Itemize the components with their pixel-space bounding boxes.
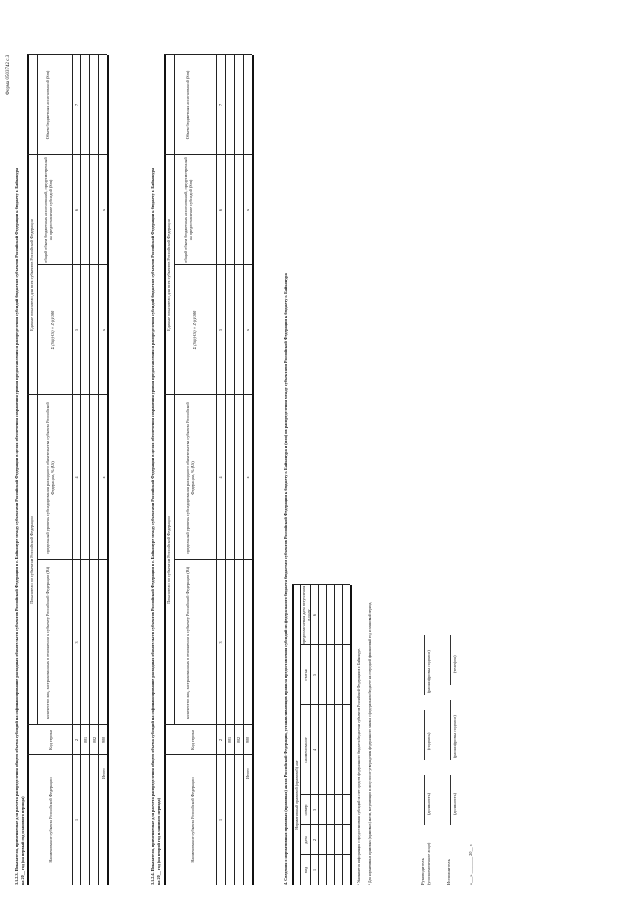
t2-col3: количество лиц, застрахованных в отношении к субъекту Российской Федерации (Ri) — [185, 566, 190, 720]
executor-position-line[interactable] — [450, 775, 451, 825]
t1-total-code: 900 — [101, 736, 106, 744]
t1-num: 2 — [74, 738, 79, 742]
t2-num: 3 — [218, 641, 223, 644]
t1-total-label: Итого — [101, 768, 106, 779]
table2-row1-bottom — [234, 55, 235, 885]
t1-col6: общий объем бюджетных ассигнований, предусмотренный на предоставление субсидий (Sm) — [43, 157, 53, 263]
t2-col-code: Код строки — [190, 730, 195, 750]
head-name-caption: (расшифровка подписи) — [426, 650, 431, 693]
table2-vline — [164, 54, 252, 55]
table4-row — [326, 585, 327, 885]
signature-date: «___» ________ 20__ г. — [468, 843, 473, 885]
head-label: Руководитель — [420, 858, 425, 885]
executor-name-line[interactable] — [450, 700, 451, 760]
table1-row1-bottom — [89, 55, 90, 885]
table1-vline — [27, 154, 107, 155]
t4-col: статья — [303, 669, 308, 681]
executor-label: Исполнитель — [446, 859, 451, 885]
t1-col3: количество лиц, застрахованных в отношении к субъекту Российской Федерации (Ri) — [45, 566, 50, 720]
t4-group: Нормативный правовой (правовой) акт — [294, 760, 299, 830]
t4-col: номер — [303, 804, 308, 816]
t2-formula: Σ (Si(t)·Ui) × Z·(t)/100 — [192, 310, 197, 350]
t1-total-x: х — [101, 328, 106, 332]
t4-col: предполагаемая дата вступления в силу — [301, 585, 311, 645]
table2-header-bottom — [216, 55, 217, 885]
table4-row — [342, 585, 343, 885]
t4-num: 5 — [312, 673, 317, 677]
t4-col: наименование — [303, 737, 308, 763]
section2-subheading: на 20__ год (на второй год планового периода) — [156, 797, 161, 885]
table2-vline — [164, 154, 252, 155]
t2-total-label: Итого — [245, 768, 250, 779]
t2-num: 1 — [218, 818, 223, 822]
table4-row — [334, 585, 335, 885]
t1-code: 001 — [83, 736, 88, 744]
head-name-line[interactable] — [424, 635, 425, 695]
section2-heading: 3.1.2.4. Показатели, применяемые для расчета распределения общего объема субсидий на софинансирование расходных обязательств субъектов Российской Федерации в г. Байконуре между субъектами Российской Федерации в целях обеспечения сохранения уровня предоставления и распределения субсидий бюджетам субъектов Российской Федерации к бюджету г. Байконура — [150, 167, 155, 885]
table2-num-row-bottom — [225, 55, 226, 885]
executor-name-caption: (расшифровка подписи) — [452, 715, 457, 758]
section1-heading: 3.1.2.3. Показатели, применяемые для расчета распределения общего объема субсидий на софинансирование расходных обязательств субъектов Российской Федерации в г. Байконуре между субъектами Российской Федерации в целях обеспечения сохранения уровня предоставления и распределения субсидий бюджетам субъектов Российской Федерации к бюджету г. Байконура — [14, 167, 19, 885]
table1-group-line — [37, 55, 38, 725]
t1-total-x: х — [101, 208, 106, 212]
t2-num: 2 — [218, 738, 223, 742]
t1-col-code: Код строки — [48, 730, 53, 750]
t2-total-x: х — [245, 328, 250, 332]
t1-num: 1 — [74, 818, 79, 822]
t4-col: дата — [303, 836, 308, 844]
t4-num: 3 — [312, 808, 317, 812]
t4-num: 6 — [312, 613, 317, 617]
t2-total-code: 900 — [245, 736, 250, 744]
footnote-1: ¹ Указывается информация о предоставлении субсидий за счет средств федерального бюджета бюджетам субъектов Российской Федерации в г. Байконуре. — [357, 648, 361, 885]
t1-total-x: х — [101, 476, 106, 479]
table1-vline — [37, 264, 107, 265]
t2-code: 002 — [236, 736, 241, 744]
head-signature-caption: (подпись) — [426, 732, 431, 750]
t2-col7: Объем бюджетных ассигнований (Sm) — [185, 70, 190, 140]
table4-bottom-border — [350, 585, 352, 885]
table2-group-line — [174, 55, 175, 725]
t2-group1: Показатели по субъектам Российской Федерации — [166, 516, 171, 604]
t2-num: 7 — [218, 103, 223, 107]
t2-total-x: х — [245, 208, 250, 212]
t2-num: 4 — [218, 476, 223, 479]
t1-col7: Объем бюджетных ассигнований (Sm) — [45, 70, 50, 140]
table1-row2-bottom — [98, 55, 99, 885]
executor-phone-line[interactable] — [450, 635, 451, 685]
t2-total-x: х — [245, 476, 250, 479]
t1-num: 6 — [74, 208, 79, 212]
head-sublabel: (уполномоченное лицо) — [426, 842, 431, 885]
table2-row2-bottom — [243, 55, 244, 885]
table1-bottom-border — [107, 55, 109, 885]
t1-col-name: Наименование субъекта Российской Федерации — [48, 777, 53, 863]
t1-group1: Показатели по субъектам Российской Федерации — [29, 516, 34, 604]
table4-num-row-bottom — [318, 585, 319, 885]
table1-num-row-bottom — [80, 55, 81, 885]
t2-col6: общий объем бюджетных ассигнований, предусмотренный на предоставление субсидий (Sm) — [183, 157, 193, 263]
t1-num: 4 — [74, 476, 79, 479]
t4-num: 4 — [312, 748, 317, 752]
head-position-line[interactable] — [424, 775, 425, 825]
t4-col: вид — [303, 866, 308, 874]
t4-num: 1 — [312, 868, 317, 872]
section4-heading: 4. Сведения о нормативных правовых (правовых) актах Российской Федерации, устанавливающих правила предоставления субсидий из федерального бюджета бюджетам субъектов Российской Федерации к бюджету г. Байконура и (или) их распределения между субъектами Российской Федерации к бюджету г. Байконура — [283, 273, 288, 885]
table2-vline — [174, 559, 252, 560]
t1-num: 3 — [74, 641, 79, 644]
t2-num: 6 — [218, 208, 223, 212]
executor-position-caption: (должность) — [452, 793, 457, 815]
table1-vline — [37, 559, 107, 560]
t1-col4: предельный уровень субсидирования расходного обязательства субъекта Российской Федерации, % (Ui) — [45, 402, 55, 554]
executor-phone-caption: (телефон) — [452, 655, 457, 673]
t1-group2: Единые показатели для всех субъектов Российской Федерации — [29, 219, 34, 331]
t2-num: 5 — [218, 328, 223, 332]
t1-code: 002 — [92, 736, 97, 744]
table1-vline — [27, 54, 107, 55]
t1-num: 5 — [74, 328, 79, 332]
table2-vline — [164, 394, 252, 395]
footnote-2: ² Для нормативных правовых (правовых) актов, вступающих в силу после утверждения федерального закона о федеральном бюджете на очередной финансовый год и плановый период. — [368, 601, 372, 885]
t2-group2: Единые показатели для всех субъектов Российской Федерации — [166, 219, 171, 331]
t2-col4: предельный уровень субсидирования расходного обязательства субъекта Российской Федерации, % (Ui) — [185, 402, 195, 554]
t4-num: 2 — [312, 838, 317, 842]
t1-formula: Σ (Si(t)·Ui) × Z·(t)/100 — [50, 310, 55, 350]
head-signature-line[interactable] — [424, 710, 425, 760]
table2-vline — [174, 264, 252, 265]
table1-vline — [27, 394, 107, 395]
table1-header-bottom — [72, 55, 73, 885]
t2-col-name: Наименование субъекта Российской Федерации — [190, 777, 195, 863]
head-position-caption: (должность) — [426, 793, 431, 815]
form-label: Форма 0503742 с.3 — [6, 54, 11, 95]
table2-bottom-border — [252, 55, 254, 885]
section1-subheading: на 20__ год (на первый год планового периода) — [20, 796, 25, 885]
t1-num: 7 — [74, 103, 79, 107]
t2-code: 001 — [227, 736, 232, 744]
